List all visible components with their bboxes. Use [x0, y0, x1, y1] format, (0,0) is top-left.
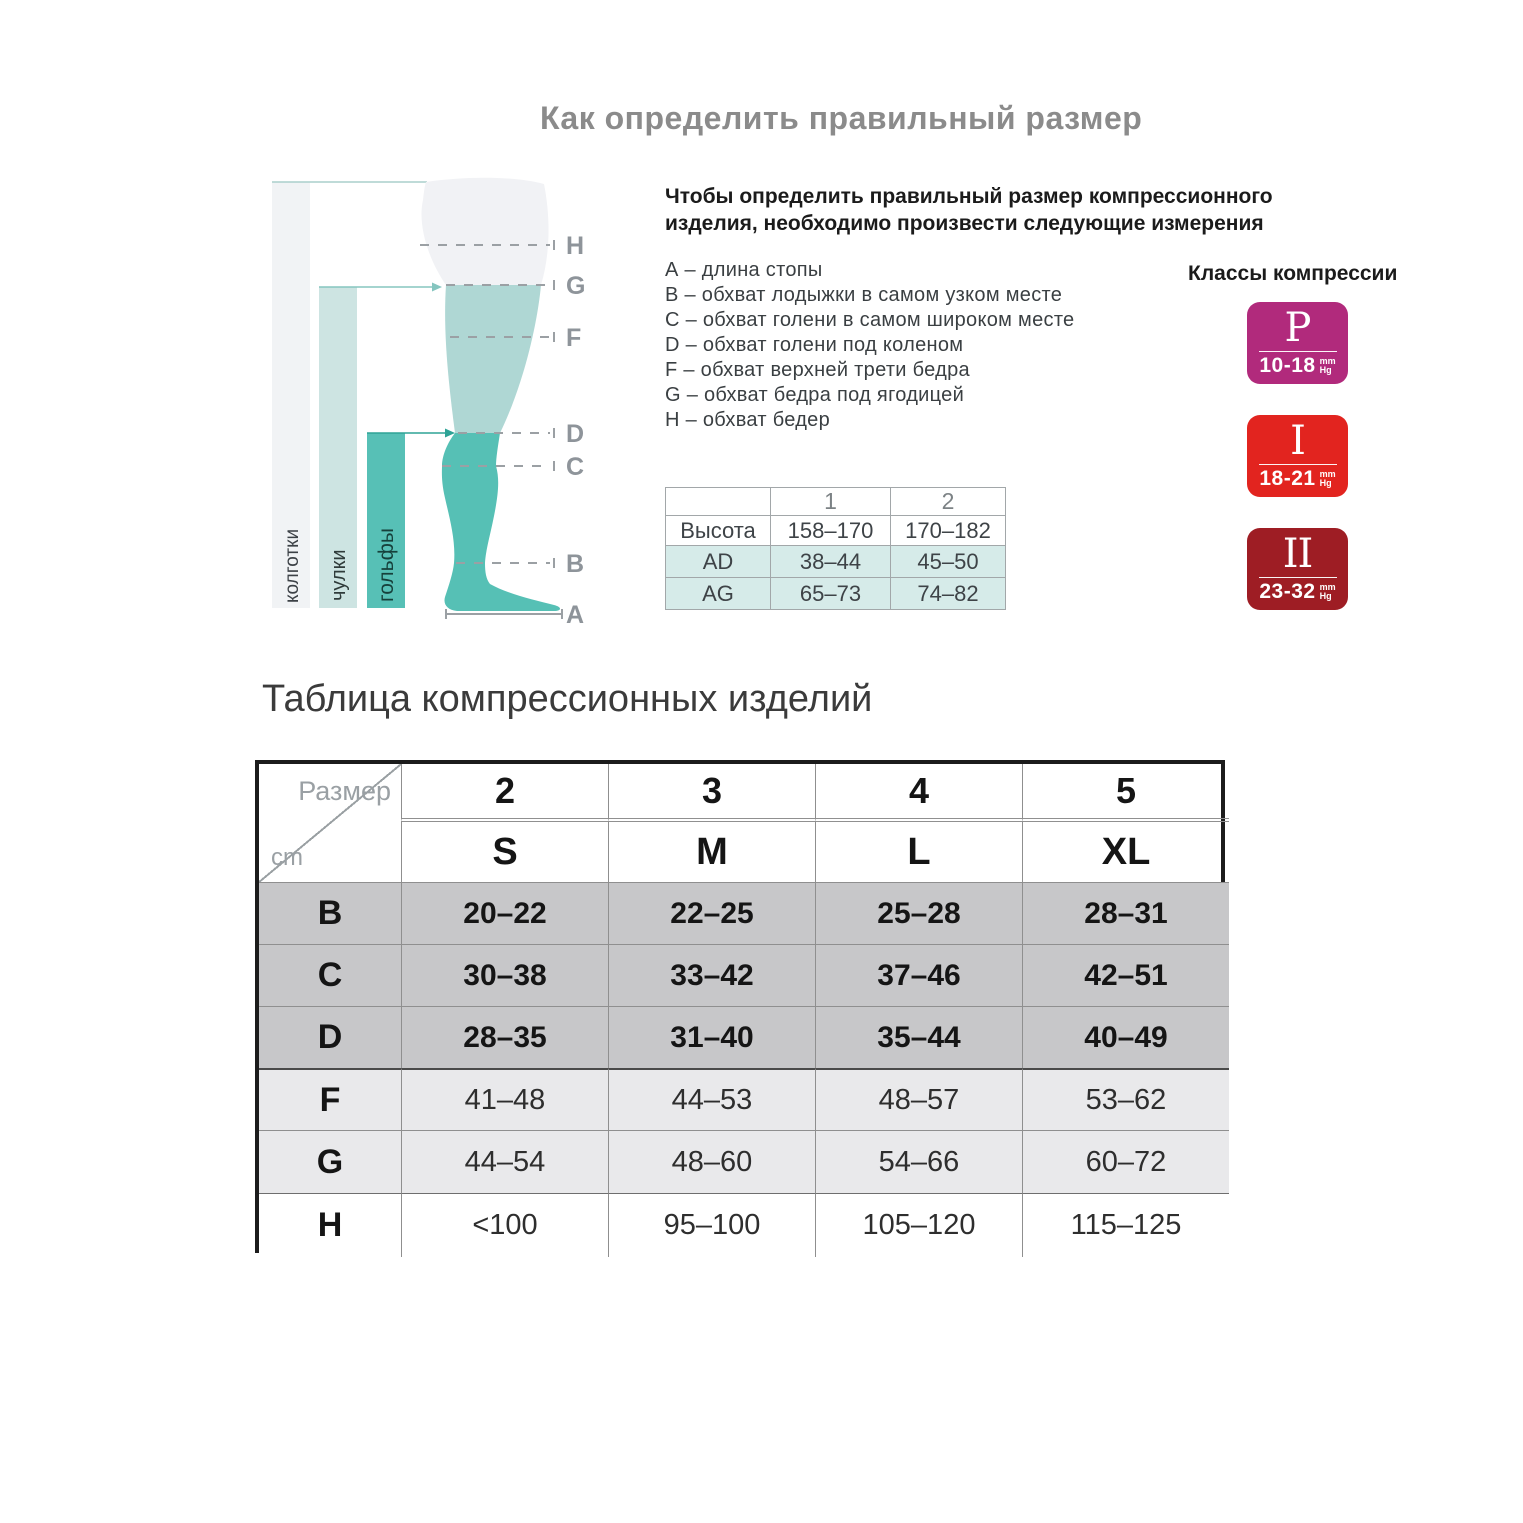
- compression-symbol: II: [1282, 531, 1313, 577]
- corner-label-cm: cm: [271, 844, 303, 871]
- measurement-item: G – обхват бедра под ягодицей: [665, 384, 965, 406]
- level-label-G: G: [566, 272, 586, 300]
- row-label-C: C: [259, 944, 401, 1006]
- badge-range: 10-18: [1259, 354, 1316, 377]
- badge-divider: [1259, 351, 1337, 352]
- size-number-header: 3: [608, 764, 815, 822]
- cell: 95–100: [608, 1193, 815, 1257]
- measurement-item: А – длина стопы: [665, 259, 823, 281]
- badge-unit-mm: mm: [1319, 469, 1336, 479]
- badge-unit-hg: Hg: [1319, 365, 1332, 375]
- badge-unit-mmhg: [1320, 470, 1336, 488]
- level-label-C: C: [566, 453, 585, 481]
- cell: 38–44: [771, 546, 891, 578]
- row-label: AD: [666, 546, 771, 578]
- compression-symbol: P: [1284, 305, 1311, 351]
- row-label-F: F: [259, 1068, 401, 1130]
- table-row: [666, 546, 1006, 578]
- cell: 37–46: [815, 944, 1022, 1006]
- leg-hip-silhouette: [422, 178, 549, 285]
- leg-measurement-diagram: [260, 170, 610, 640]
- measurement-item: С – обхват голени в самом широком месте: [665, 309, 1075, 331]
- table-row: [666, 516, 1006, 546]
- row-label-H: H: [259, 1193, 401, 1257]
- cell: 20–22: [401, 882, 608, 944]
- badge-range-row: [1259, 580, 1335, 604]
- table-row: [666, 578, 1006, 610]
- col-header: 1: [771, 488, 891, 516]
- cell: 170–182: [891, 516, 1006, 546]
- cell: 60–72: [1022, 1130, 1229, 1193]
- cell: 22–25: [608, 882, 815, 944]
- cell: 74–82: [891, 578, 1006, 610]
- cell: 54–66: [815, 1130, 1022, 1193]
- size-number-header: 2: [401, 764, 608, 822]
- corner-label-size: Размер: [298, 776, 391, 806]
- measurement-item: В – обхват лодыжки в самом узком месте: [665, 284, 1063, 306]
- cell: 45–50: [891, 546, 1006, 578]
- size-letter-header: L: [815, 822, 1022, 882]
- tights-bar-label: колготки: [282, 528, 303, 603]
- compression-products-size-table: [255, 760, 1225, 1253]
- level-label-A: A: [566, 601, 585, 629]
- size-letter-header: XL: [1022, 822, 1229, 882]
- col-header: 2: [891, 488, 1006, 516]
- empty-cell: [666, 488, 771, 516]
- height-size-table: [665, 487, 1006, 610]
- size-number-header: 5: [1022, 764, 1229, 822]
- cell: 48–57: [815, 1068, 1022, 1130]
- measurement-item: D – обхват голени под коленом: [665, 334, 964, 356]
- badge-unit-hg: Hg: [1319, 478, 1332, 488]
- badge-range-row: [1259, 354, 1335, 378]
- compression-badge-2: [1247, 528, 1348, 610]
- badge-unit-mmhg: [1320, 357, 1336, 375]
- level-label-F: F: [566, 324, 582, 352]
- cell: 105–120: [815, 1193, 1022, 1257]
- measure-intro-text: Чтобы определить правильный размер компрессионного изделия, необходимо произвести следующие измерения: [665, 185, 1273, 236]
- cell: 28–35: [401, 1006, 608, 1068]
- badge-unit-mm: mm: [1319, 582, 1336, 592]
- row-label: Высота: [666, 516, 771, 546]
- row-label-B: B: [259, 882, 401, 944]
- row-label-D: D: [259, 1006, 401, 1068]
- cell: 44–54: [401, 1130, 608, 1193]
- badge-divider: [1259, 577, 1337, 578]
- badge-range: 23-32: [1259, 580, 1316, 603]
- badge-unit-mm: mm: [1319, 356, 1336, 366]
- level-label-H: H: [566, 232, 585, 260]
- level-label-B: B: [566, 550, 585, 578]
- cell: 53–62: [1022, 1068, 1229, 1130]
- page-title: Как определить правильный размер: [540, 100, 1143, 136]
- cell: 158–170: [771, 516, 891, 546]
- compression-badge-1: [1247, 415, 1348, 497]
- cell: 28–31: [1022, 882, 1229, 944]
- badge-divider: [1259, 464, 1337, 465]
- measurement-list: [665, 258, 1145, 433]
- level-label-D: D: [566, 420, 585, 448]
- size-number-header: 4: [815, 764, 1022, 822]
- row-label: AG: [666, 578, 771, 610]
- stockings-bar-label: чулки: [328, 549, 350, 601]
- badge-range-row: [1259, 467, 1335, 491]
- compression-badge-p: [1247, 302, 1348, 384]
- cell: 31–40: [608, 1006, 815, 1068]
- table-row: [666, 488, 1006, 516]
- measurement-item: F – обхват верхней трети бедра: [665, 359, 970, 381]
- size-letter-header: M: [608, 822, 815, 882]
- cell: 40–49: [1022, 1006, 1229, 1068]
- badge-range: 18-21: [1259, 467, 1316, 490]
- cell: 30–38: [401, 944, 608, 1006]
- kneesocks-bar-label: гольфы: [375, 528, 398, 602]
- cell: <100: [401, 1193, 608, 1257]
- row-label-G: G: [259, 1130, 401, 1193]
- badge-unit-mmhg: [1320, 583, 1336, 601]
- leg-lower-silhouette: [442, 433, 560, 611]
- compression-symbol: I: [1290, 418, 1305, 464]
- cell: 42–51: [1022, 944, 1229, 1006]
- cell: 33–42: [608, 944, 815, 1006]
- cell: 65–73: [771, 578, 891, 610]
- stockings-arrowhead: [432, 283, 442, 292]
- corner-cell: [259, 764, 401, 882]
- cell: 48–60: [608, 1130, 815, 1193]
- cell: 115–125: [1022, 1193, 1229, 1257]
- measurement-item: Н – обхват бедер: [665, 409, 831, 431]
- cell: 35–44: [815, 1006, 1022, 1068]
- leg-thigh-silhouette: [445, 285, 541, 433]
- cell: 25–28: [815, 882, 1022, 944]
- size-letter-header: S: [401, 822, 608, 882]
- compression-classes-heading: Классы компрессии: [1188, 262, 1398, 285]
- badge-unit-hg: Hg: [1319, 591, 1332, 601]
- cell: 44–53: [608, 1068, 815, 1130]
- size-table-section-title: Таблица компрессионных изделий: [262, 678, 873, 720]
- cell: 41–48: [401, 1068, 608, 1130]
